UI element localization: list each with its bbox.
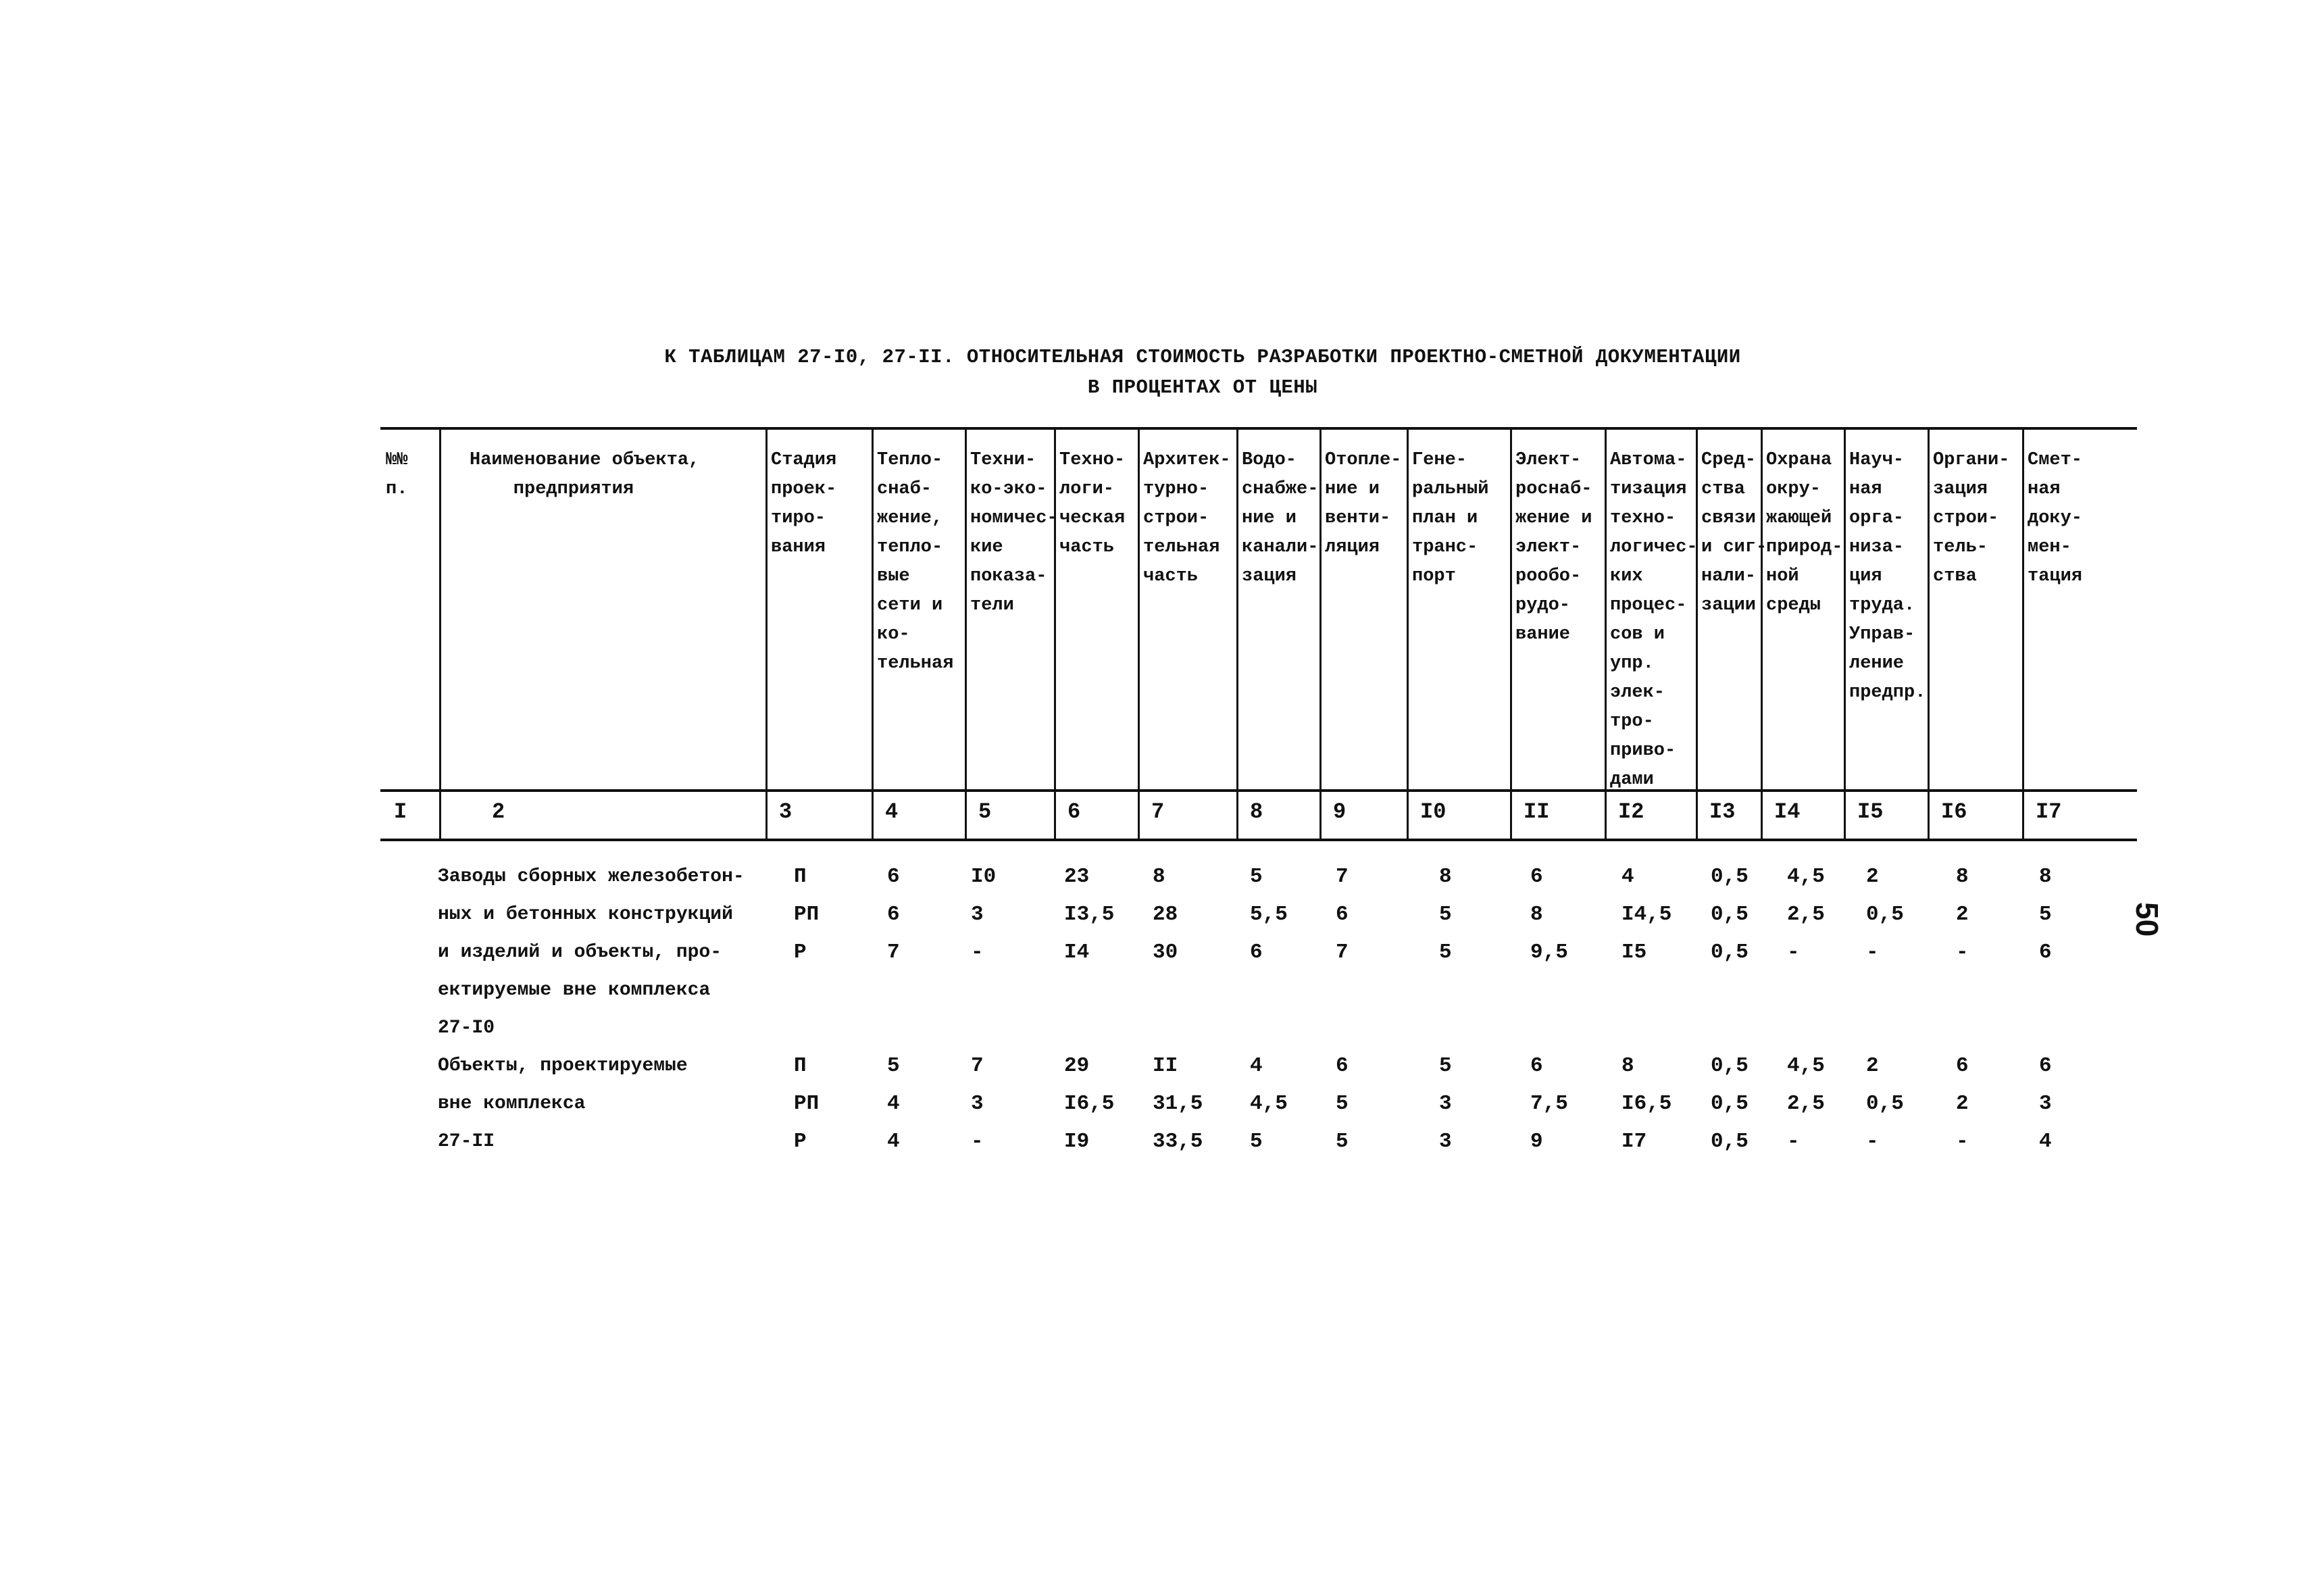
value-cell: 6: [1250, 941, 1263, 964]
value-cell: 0,5: [1711, 1130, 1749, 1153]
column-number: I3: [1709, 799, 1736, 824]
value-cell: 5: [1250, 865, 1263, 889]
value-cell: 0,5: [1711, 1054, 1749, 1078]
column-header: Охрана окру- жающей природ- ной среды: [1766, 450, 1843, 616]
value-cell: -: [1866, 1130, 1879, 1153]
column-number: I4: [1774, 799, 1801, 824]
value-cell: 3: [2039, 1092, 2052, 1116]
value-cell: 2: [1866, 1054, 1879, 1078]
column-divider: [965, 427, 967, 839]
stage-cell: П: [794, 865, 807, 889]
value-cell: 7: [1336, 865, 1349, 889]
value-cell: 31,5: [1153, 1092, 1203, 1116]
stage-cell: П: [794, 1054, 807, 1078]
column-number: 8: [1250, 799, 1263, 824]
value-cell: 6: [1530, 865, 1543, 889]
column-divider: [1605, 427, 1607, 839]
column-header: Архитек- турно- строи- тельная часть: [1143, 450, 1231, 587]
column-header: №№ п.: [386, 450, 408, 499]
value-cell: 0,5: [1711, 903, 1749, 926]
value-cell: 4: [887, 1130, 900, 1153]
value-cell: 0,5: [1711, 1092, 1749, 1116]
column-divider: [1844, 427, 1846, 839]
value-cell: -: [971, 1130, 984, 1153]
value-cell: I6,5: [1621, 1092, 1672, 1116]
document-title: К ТАБЛИЦАМ 27-I0, 27-II. ОТНОСИТЕЛЬНАЯ СТОИМОСТЬ РАЗРАБОТКИ ПРОЕКТНО-СМЕТНОЙ ДОКУМЕНТАЦИИ: [664, 346, 1741, 368]
value-cell: 4: [887, 1092, 900, 1116]
column-number: 3: [779, 799, 793, 824]
table-rule: [380, 839, 2137, 841]
value-cell: 8: [1956, 865, 1969, 889]
value-cell: 9: [1530, 1130, 1543, 1153]
value-cell: 9,5: [1530, 941, 1568, 964]
value-cell: 23: [1064, 865, 1090, 889]
value-cell: 7: [971, 1054, 984, 1078]
column-header: Техно- логи- ческая часть: [1059, 450, 1126, 557]
column-number: I: [394, 799, 407, 824]
value-cell: 2,5: [1787, 903, 1825, 926]
column-number: II: [1524, 799, 1550, 824]
value-cell: 4,5: [1787, 1054, 1825, 1078]
value-cell: 8: [1530, 903, 1543, 926]
column-number: 9: [1333, 799, 1347, 824]
value-cell: 5,5: [1250, 903, 1288, 926]
column-number: I7: [2036, 799, 2062, 824]
value-cell: 0,5: [1866, 1092, 1904, 1116]
value-cell: 3: [971, 903, 984, 926]
column-number: I5: [1857, 799, 1884, 824]
column-header: Науч- ная орга- низа- ция труда. Управ- ление предпр.: [1849, 450, 1926, 703]
column-divider: [1319, 427, 1322, 839]
value-cell: 7: [1336, 941, 1349, 964]
stage-cell: Р: [794, 1130, 807, 1153]
table-rule: [380, 427, 2137, 430]
value-cell: 2: [1866, 865, 1879, 889]
column-divider: [1407, 427, 1409, 839]
value-cell: 5: [1336, 1092, 1349, 1116]
value-cell: -: [1956, 941, 1969, 964]
column-header: Смет- ная доку- мен- тация: [2028, 450, 2083, 587]
value-cell: -: [1956, 1130, 1969, 1153]
value-cell: -: [1787, 1130, 1800, 1153]
value-cell: 5: [1250, 1130, 1263, 1153]
document-subtitle: В ПРОЦЕНТАХ ОТ ЦЕНЫ: [1087, 376, 1318, 399]
value-cell: 5: [1439, 903, 1452, 926]
column-number: 6: [1067, 799, 1081, 824]
value-cell: I4: [1064, 941, 1090, 964]
value-cell: 29: [1064, 1054, 1090, 1078]
column-header: Гене- ральный план и транс- порт: [1412, 450, 1489, 587]
value-cell: I0: [971, 865, 997, 889]
value-cell: 8: [1621, 1054, 1634, 1078]
column-number: 7: [1151, 799, 1165, 824]
value-cell: 0,5: [1711, 941, 1749, 964]
column-number: 5: [978, 799, 992, 824]
column-divider: [765, 427, 768, 839]
value-cell: 5: [2039, 903, 2052, 926]
column-number: I0: [1420, 799, 1447, 824]
column-divider: [1138, 427, 1140, 839]
column-number: 2: [492, 799, 505, 824]
value-cell: 6: [1530, 1054, 1543, 1078]
value-cell: II: [1153, 1054, 1178, 1078]
value-cell: I3,5: [1064, 903, 1115, 926]
value-cell: 3: [1439, 1092, 1452, 1116]
column-divider: [1236, 427, 1238, 839]
value-cell: 2,5: [1787, 1092, 1825, 1116]
value-cell: I4,5: [1621, 903, 1672, 926]
value-cell: 0,5: [1711, 865, 1749, 889]
value-cell: 4: [2039, 1130, 2052, 1153]
object-name: Заводы сборных железобетон- ных и бетонных конструкций и изделий и объекты, про- ектируемые вне комплекса 27-I0: [438, 866, 745, 1039]
stage-cell: РП: [794, 903, 820, 926]
value-cell: 28: [1153, 903, 1178, 926]
value-cell: 8: [2039, 865, 2052, 889]
column-header: Сред- ства связи и сиг- нали- зации: [1701, 450, 1767, 616]
stage-cell: Р: [794, 941, 807, 964]
value-cell: -: [1787, 941, 1800, 964]
column-header: Водо- снабже- ние и канали- зация: [1242, 450, 1319, 587]
column-header: Наименование объекта, предприятия: [470, 450, 700, 499]
value-cell: 5: [1336, 1130, 1349, 1153]
value-cell: 6: [887, 865, 900, 889]
stage-cell: РП: [794, 1092, 820, 1116]
column-number: I6: [1941, 799, 1967, 824]
value-cell: 3: [971, 1092, 984, 1116]
value-cell: 6: [1956, 1054, 1969, 1078]
column-header: Элект- роснаб- жение и элект- рообо- рудо- вание: [1515, 450, 1592, 645]
value-cell: 7: [887, 941, 900, 964]
column-number: I2: [1618, 799, 1644, 824]
object-name: Объекты, проектируемые вне комплекса 27-II: [438, 1055, 688, 1152]
table-rule: [380, 789, 2137, 792]
value-cell: -: [1866, 941, 1879, 964]
column-number: 4: [885, 799, 899, 824]
value-cell: I9: [1064, 1130, 1090, 1153]
value-cell: 2: [1956, 903, 1969, 926]
value-cell: 6: [1336, 903, 1349, 926]
value-cell: 0,5: [1866, 903, 1904, 926]
value-cell: 4: [1621, 865, 1634, 889]
column-divider: [872, 427, 874, 839]
value-cell: 6: [2039, 941, 2052, 964]
column-divider: [439, 427, 441, 839]
value-cell: 4,5: [1250, 1092, 1288, 1116]
page-number: 50: [2130, 902, 2165, 937]
value-cell: I6,5: [1064, 1092, 1115, 1116]
column-header: Тепло- снаб- жение, тепло- вые сети и ко- тельная: [877, 450, 954, 674]
column-divider: [2022, 427, 2024, 839]
column-divider: [1510, 427, 1512, 839]
value-cell: 33,5: [1153, 1130, 1203, 1153]
value-cell: 6: [887, 903, 900, 926]
value-cell: I5: [1621, 941, 1647, 964]
value-cell: 8: [1439, 865, 1452, 889]
value-cell: 5: [1439, 941, 1452, 964]
column-header: Техни- ко-эко- номичес- кие показа- тели: [970, 450, 1058, 616]
value-cell: 6: [1336, 1054, 1349, 1078]
value-cell: 6: [2039, 1054, 2052, 1078]
value-cell: 7,5: [1530, 1092, 1568, 1116]
value-cell: 5: [887, 1054, 900, 1078]
value-cell: 4: [1250, 1054, 1263, 1078]
value-cell: 5: [1439, 1054, 1452, 1078]
value-cell: I7: [1621, 1130, 1647, 1153]
value-cell: 2: [1956, 1092, 1969, 1116]
value-cell: 8: [1153, 865, 1165, 889]
column-header: Стадия проек- тиро- вания: [771, 450, 837, 557]
value-cell: 30: [1153, 941, 1178, 964]
value-cell: 3: [1439, 1130, 1452, 1153]
value-cell: 4,5: [1787, 865, 1825, 889]
column-header: Отопле- ние и венти- ляция: [1325, 450, 1402, 557]
column-header: Органи- зация строи- тель- ства: [1933, 450, 2010, 587]
value-cell: -: [971, 941, 984, 964]
column-header: Автома- тизация техно- логичес- ких процес- сов и упр. элек- тро- приво- дами: [1610, 450, 1698, 790]
column-divider: [1928, 427, 1930, 839]
